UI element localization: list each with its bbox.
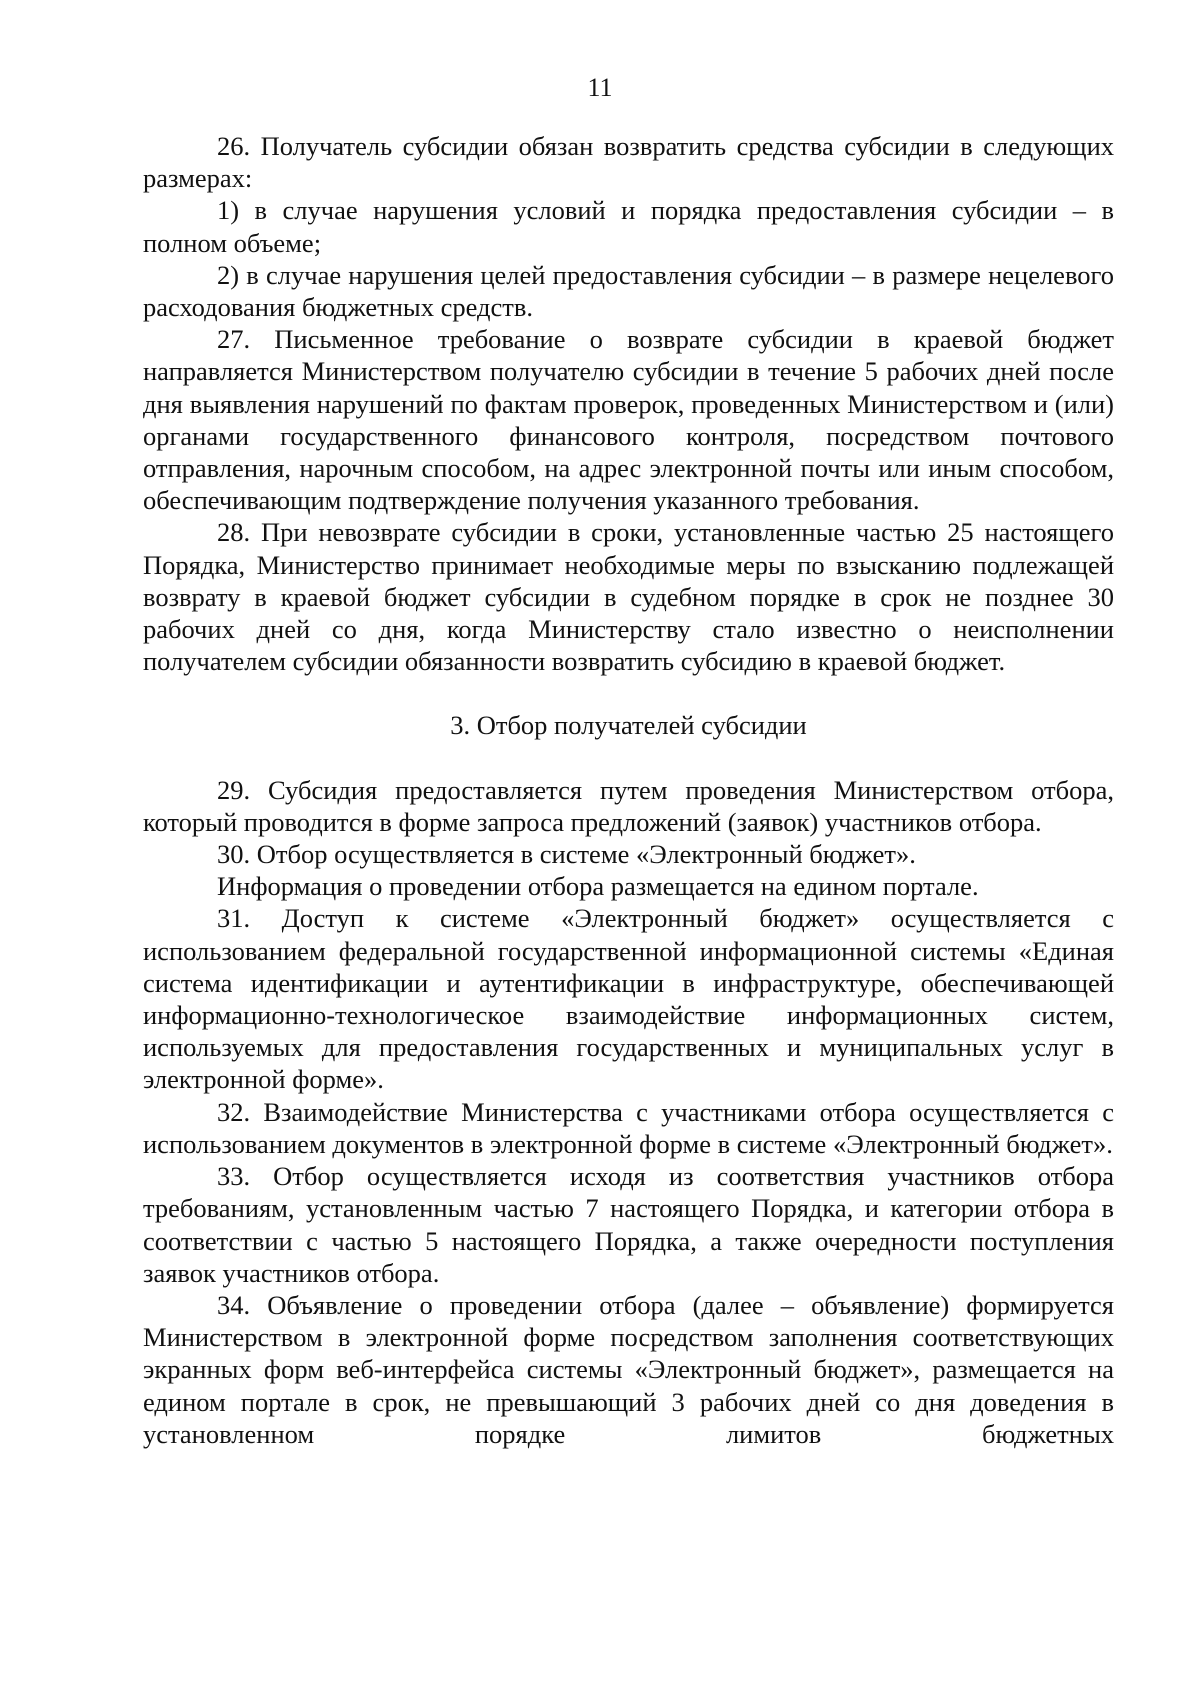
page-number: 11 [587,73,613,102]
paragraph-29: 29. Субсидия предоставляется путем проведения Министерством отбора, который проводится в форме запроса предложений (заявок) участников отбора. [143,774,1114,837]
paragraph-32: 32. Взаимодействие Министерства с участниками отбора осуществляется с использованием документов в электронной форме в системе «Электронный бюджет». [143,1096,1114,1159]
paragraph-27: 27. Письменное требование о возврате субсидии в краевой бюджет направляется Министерством получателю субсидии в течение 5 рабочих дней после дня выявления нарушений по фактам проверок, проведенных Министерством и (или) органами государственного финансового контроля, посредством почтового отправления, нарочным способом, на адрес электронной почты или иным способом, обеспечивающим подтверждение получения указанного требования. [143,324,1114,516]
document-body [143,130,1114,1450]
paragraph-33: 33. Отбор осуществляется исходя из соответствия участников отбора требованиям, установленным частью 7 настоящего Порядка, и категории отбора в соответствии с частью 5 настоящего Порядка, а также очередности поступления заявок участников отбора. [143,1161,1114,1288]
paragraph-30-info: Информация о проведении отбора размещается на едином портале. [217,871,979,902]
section-3-heading: 3. Отбор получателей субсидии [450,710,807,741]
paragraph-26: 26. Получатель субсидии обязан возвратить средства субсидии в следующих размерах: [143,131,1114,194]
paragraph-31: 31. Доступ к системе «Электронный бюджет» осуществляется с использованием федеральной государственной информационной системы «Единая система идентификации и аутентификации в инфраструктуре, обеспечивающей информационно-технологическое взаимодействие информационных систем, используемых для предоставления государственных и муниципальных услуг в электронной форме». [143,903,1114,1095]
paragraph-26-item-2: 2) в случае нарушения целей предоставления субсидии – в размере нецелевого расходования бюджетных средств. [143,259,1114,323]
paragraph-30: 30. Отбор осуществляется в системе «Электронный бюджет». [217,839,916,870]
paragraph-34: 34. Объявление о проведении отбора (далее – объявление) формируется Министерством в электронной форме посредством заполнения соответствующих экранных форм веб-интерфейса системы «Электронный бюджет», размещается на едином портале в срок, не превышающий 3 рабочих дней со дня доведения в установленном порядке лимитов бюджетных [143,1289,1114,1449]
paragraph-28: 28. При невозврате субсидии в сроки, установленные частью 25 настоящего Порядка, Министерство принимает необходимые меры по взысканию подлежащей возврату в краевой бюджет субсидии в судебном порядке в срок не позднее 30 рабочих дней со дня, когда Министерству стало известно о неисполнении получателем субсидии обязанности возвратить субсидию в краевой бюджет. [143,517,1114,677]
paragraph-26-item-1: 1) в случае нарушения условий и порядка предоставления субсидии – в полном объеме; [143,195,1114,258]
